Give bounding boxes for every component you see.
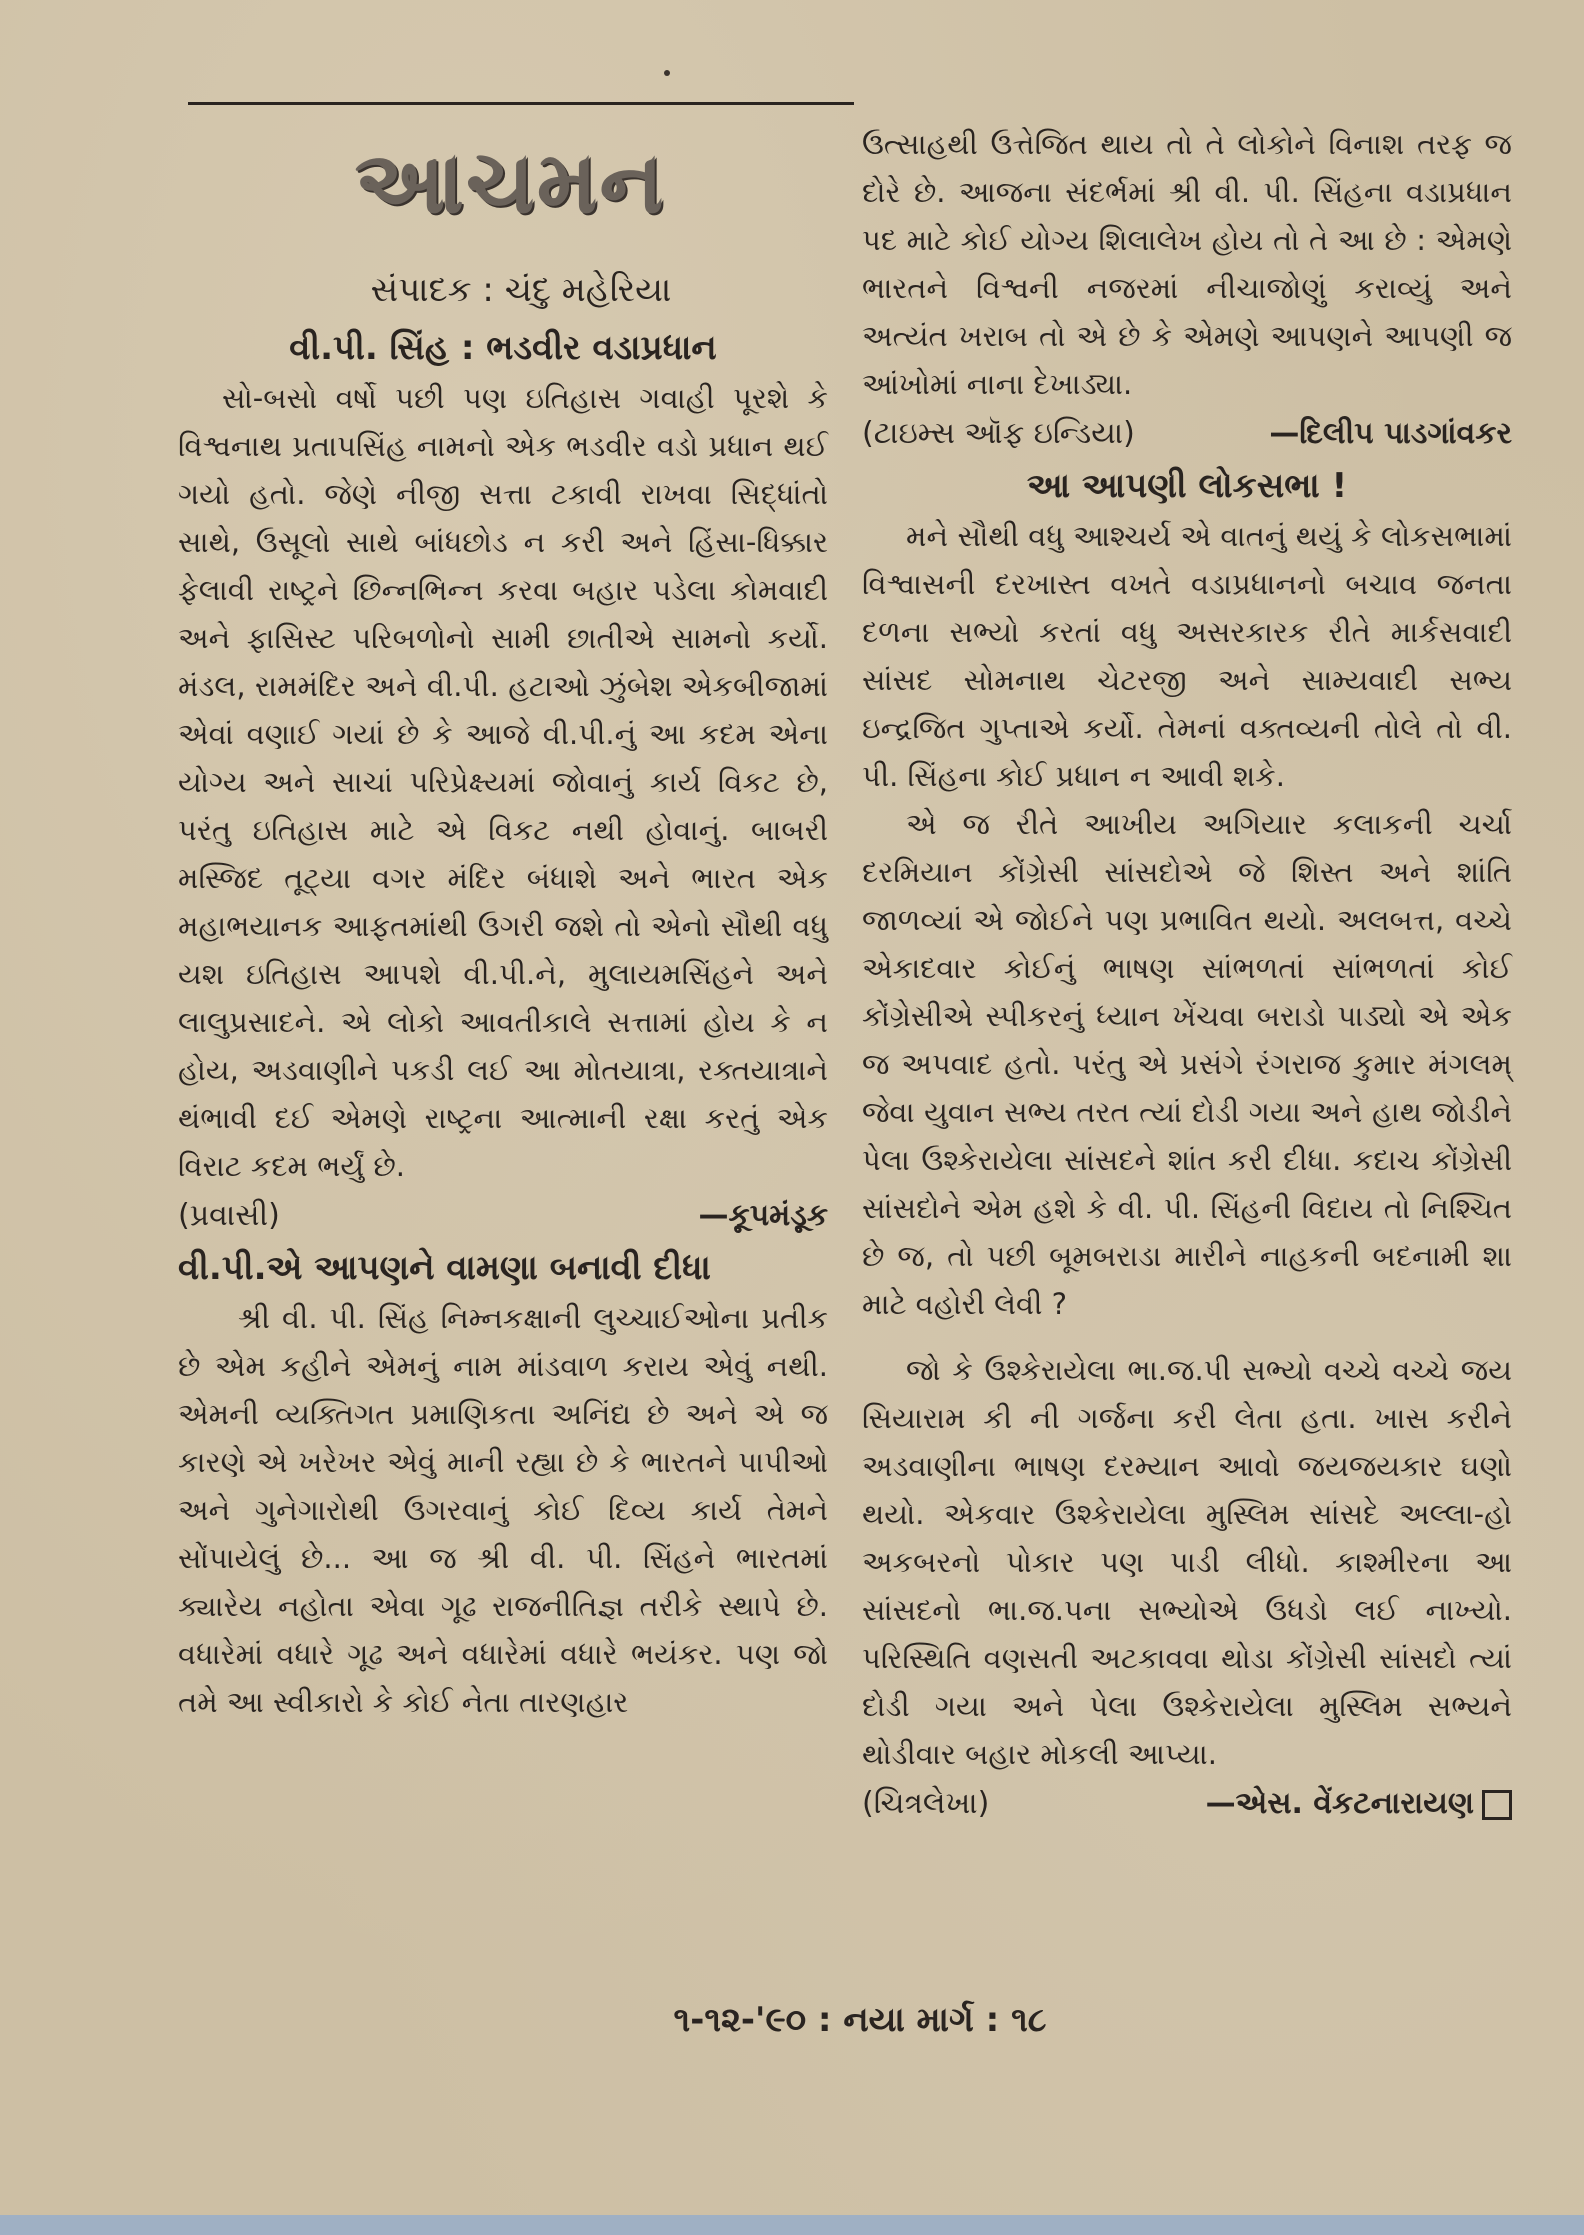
page-footer: ૧-૧૨-'૯૦ : નયા માર્ગ : ૧૮ — [673, 2000, 1047, 2040]
article2-headline: વી.પી.એ આપણને વામણા બનાવી દીધા — [178, 1248, 711, 1288]
article3-byline — [1206, 1778, 1512, 1830]
article1-body: સો-બસો વર્ષો પછી પણ ઇતિહાસ ગવાહી પૂરશે કે વિશ્વનાથ પ્રતાપસિંહ નામનો એક ભડવીર વડો પ્રધાન થઈ ગયો હતો. જેણે નીજી સત્તા ટકાવી રાખવા સિદ્ધાંતો સાથે, ઉસૂલો સાથે બાંધછોડ ન કરી અને હિંસા-ધિક્કાર ફેલાવી રાષ્ટ્રને છિન્નભિન્ન કરવા બહાર પડેલા કોમવાદી અને ફાસિસ્ટ પરિબળોનો સામી છાતીએ સામનો કર્યો. મંડલ, રામમંદિર અને વી.પી. હટાઓ ઝુંબેશ એકબીજામાં એવાં વણાઈ ગયાં છે કે આજે વી.પી.નું આ કદમ એના યોગ્ય અને સાચાં પરિપ્રેક્ષ્યમાં જોવાનું કાર્ય વિકટ છે, પરંતુ ઇતિહાસ માટે એ વિકટ નથી હોવાનું. બાબરી મસ્જિદ તૂટ્યા વગર મંદિર બંધાશે અને ભારત એક મહાભયાનક આફતમાંથી ઉગરી જશે તો એનો સૌથી વધુ યશ ઇતિહાસ આપશે વી.પી.ને, મુલાયમસિંહને અને લાલુપ્રસાદને. એ લોકો આવતીકાલે સત્તામાં હોય કે ન હોય, અડવાણીને પકડી લઈ આ મોતયાત્રા, રક્તયાત્રાને થંભાવી દઈ એમણે રાષ્ટ્રના આત્માની રક્ષા કરતું એક વિરાટ કદમ ભર્યું છે. — [178, 381, 828, 1183]
article3-credit — [862, 1778, 1512, 1830]
article1-source: (પ્રવાસી) — [178, 1198, 280, 1233]
top-rule — [188, 102, 854, 105]
article2-continued: ઉત્સાહથી ઉત્તેજિત થાય તો તે લોકોને વિનાશ તરફ જ દોરે છે. આજના સંદર્ભમાં શ્રી વી. પી. સિંહના વડાપ્રધાન પદ માટે કોઈ યોગ્ય શિલાલેખ હોય તો તે આ છે : એમણે ભારતને વિશ્વની નજરમાં નીચાજોણું કરાવ્યું અને અત્યંત ખરાબ તો એ છે કે એમણે આપણને આપણી જ આંખોમાં નાના દેખાડ્યા. — [862, 127, 1512, 401]
right-column — [862, 120, 1512, 1830]
left-column — [178, 322, 828, 1726]
ink-speck — [664, 70, 670, 76]
article1-author: —કૂપમંડૂક — [698, 1198, 828, 1233]
article2-body: શ્રી વી. પી. સિંહ નિમ્નકક્ષાની લુચ્ચાઈઓના પ્રતીક છે એમ કહીને એમનું નામ માંડવાળ કરાય એવું નથી. એમની વ્યક્તિગત પ્રમાણિકતા અનિંદ્ય છે અને એ જ કારણે એ ખરેખર એવું માની રહ્યા છે કે ભારતને પાપીઓ અને ગુનેગારોથી ઉગરવાનું કોઈ દિવ્ય કાર્ય તેમને સોંપાયેલું છે... આ જ શ્રી વી. પી. સિંહને ભારતમાં ક્યારેય નહોતા એવા ગૂઢ રાજનીતિજ્ઞ તરીકે સ્થાપે છે. વધારેમાં વધારે ગૂઢ અને વધારેમાં વધારે ભયંકર. પણ જો તમે આ સ્વીકારો કે કોઈ નેતા તારણહાર — [178, 1301, 828, 1719]
article1-headline: વી.પી. સિંહ : ભડવીર વડાપ્રધાન — [289, 328, 717, 368]
article2-credit — [862, 408, 1512, 460]
article3-author: —એસ. વેંકટનારાયણ — [1205, 1786, 1474, 1821]
article1-credit — [178, 1190, 828, 1242]
column-masthead: આચમન — [354, 132, 666, 233]
article3-paragraph-3: જો કે ઉશ્કેરાયેલા ભા.જ.પી સભ્યો વચ્ચે વચ્ચે જય સિયારામ કી ની ગર્જના કરી લેતા હતા. ખાસ કરીને અડવાણીના ભાષણ દરમ્યાન આવો જયજયકાર ઘણો થયો. એકવાર ઉશ્કેરાયેલા મુસ્લિમ સાંસદે અલ્લા-હો અકબરનો પોકાર પણ પાડી લીધો. કાશ્મીરના આ સાંસદનો ભા.જ.પના સભ્યોએ ઉધડો લઈ નાખ્યો. પરિસ્થિતિ વણસતી અટકાવવા થોડા કોંગ્રેસી સાંસદો ત્યાં દોડી ગયા અને પેલા ઉશ્કેરાયેલા મુસ્લિમ સભ્યને થોડીવાર બહાર મોકલી આપ્યા. — [862, 1353, 1512, 1771]
article3-headline: આ આપણી લોકસભા ! — [1026, 466, 1348, 506]
article3-paragraph-2: એ જ રીતે આખીય અગિયાર કલાકની ચર્ચા દરમિયાન કોંગ્રેસી સાંસદોએ જે શિસ્ત અને શાંતિ જાળવ્યાં એ જોઈને પણ પ્રભાવિત થયો. અલબત્ત, વચ્ચે એકાદવાર કોઈનું ભાષણ સાંભળતાં સાંભળતાં કોઈ કોંગ્રેસીએ સ્પીકરનું ધ્યાન ખેંચવા બરાડો પાડ્યો એ એક જ અપવાદ હતો. પરંતુ એ પ્રસંગે રંગરાજ કુમાર મંગલમ્ જેવા યુવાન સભ્ય તરત ત્યાં દોડી ગયા અને હાથ જોડીને પેલા ઉશ્કેરાયેલા સાંસદને શાંત કરી દીધા. કદાચ કોંગ્રેસી સાંસદોને એમ હશે કે વી. પી. સિંહની વિદાય તો નિશ્ચિત છે જ, તો પછી બૂમબરાડા મારીને નાહકની બદનામી શા માટે વહોરી લેવી ? — [862, 807, 1512, 1321]
article3-source: (ચિત્રલેખા) — [862, 1786, 990, 1821]
article3-paragraph-1: મને સૌથી વધુ આશ્ચર્ય એ વાતનું થયું કે લોકસભામાં વિશ્વાસની દરખાસ્ત વખતે વડાપ્રધાનનો બચાવ જનતા દળના સભ્યો કરતાં વધુ અસરકારક રીતે માર્કસવાદી સાંસદ સોમનાથ ચેટરજી અને સામ્યવાદી સભ્ય ઇન્દ્રજિત ગુપ્તાએ કર્યો. તેમનાં વક્તવ્યની તોલે તો વી. પી. સિંહના કોઈ પ્રધાન ન આવી શકે. — [862, 519, 1512, 793]
article2-author: —દિલીપ પાડગાંવકર — [1269, 416, 1512, 451]
scan-edge — [0, 2215, 1584, 2235]
editor-credit: સંપાદક : ચંદુ મહેરિયા — [370, 270, 672, 310]
end-mark-icon — [1482, 1790, 1512, 1820]
article2-source: (ટાઇમ્સ ઑફ ઇન્ડિયા) — [862, 416, 1135, 451]
